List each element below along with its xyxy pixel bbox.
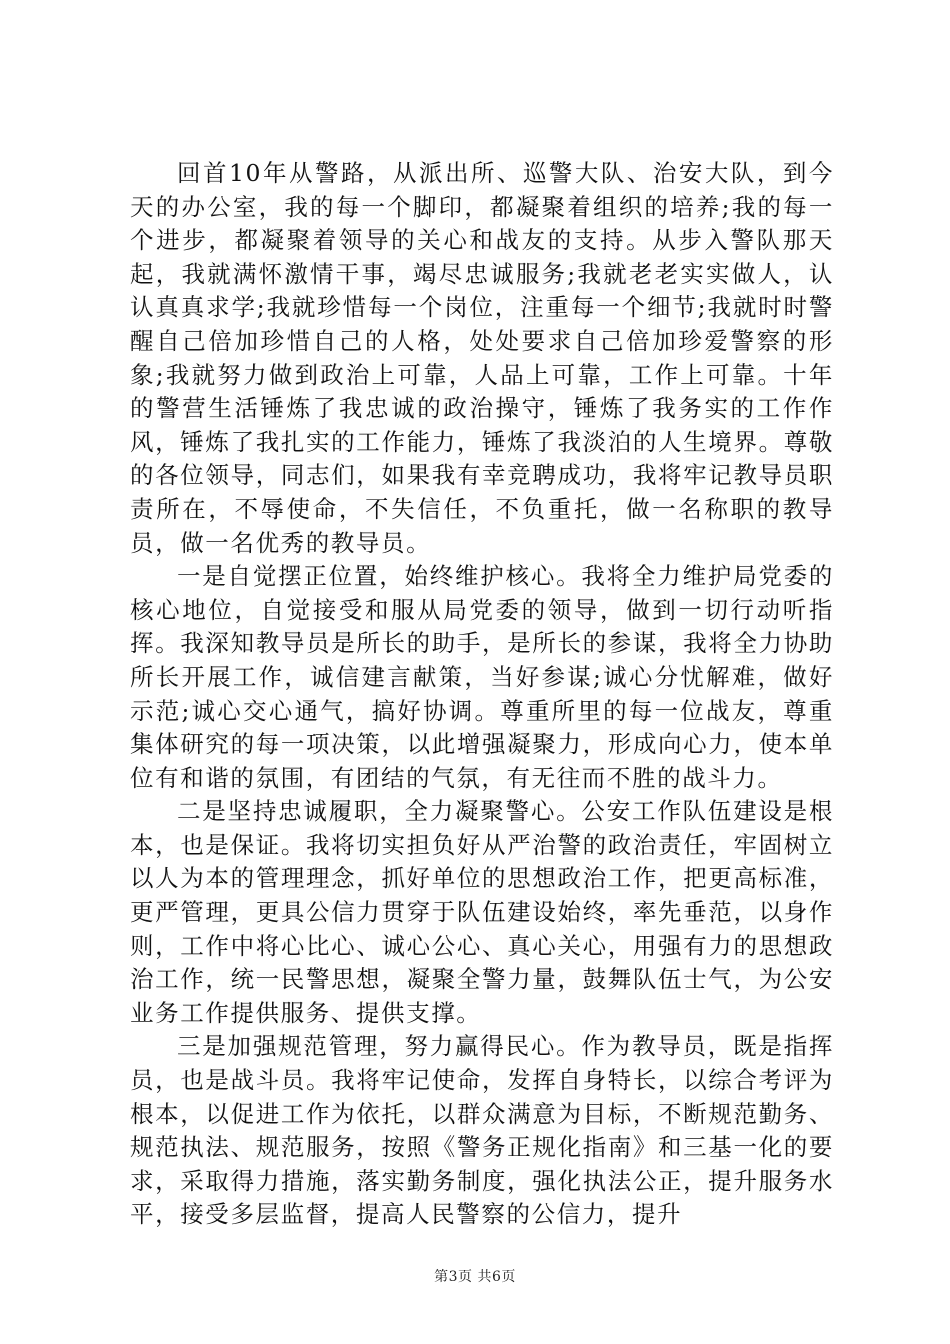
paragraph-management: 三是加强规范管理，努力赢得民心。作为教导员，既是指挥员，也是战斗员。我将牢记使命，发挥自身特长，以综合考评为根本，以促进工作为依托，以群众满意为目标，不断规范勤务、规范执法、规范服务，按照《警务正规化指南》和三基一化的要求，采取得力措施，落实勤务制度，强化执法公正，提升服务水平，接受多层监督，提高人民警察的公信力，提升 bbox=[130, 1032, 834, 1229]
paragraph-loyalty: 二是坚持忠诚履职，全力凝聚警心。公安工作队伍建设是根本，也是保证。我将切实担负好从严治警的政治责任，牢固树立以人为本的管理理念，抓好单位的思想政治工作，把更高标准，更严管理，更具公信力贯穿于队伍建设始终，率先垂范，以身作则，工作中将心比心、诚心公心、真心关心，用强有力的思想政治工作，统一民警思想，凝聚全警力量，鼓舞队伍士气，为公安业务工作提供服务、提供支撑。 bbox=[130, 797, 834, 1027]
paragraph-career-review: 回首10年从警路，从派出所、巡警大队、治安大队，到今天的办公室，我的每一个脚印，都凝聚着组织的培养;我的每一个进步，都凝聚着领导的关心和战友的支持。从步入警队那天起，我就满怀激情干事，竭尽忠诚服务;我就老老实实做人，认认真真求学;我就珍惜每一个岗位，注重每一个细节;我就时时警醒自己倍加珍惜自己的人格，处处要求自己倍加珍爱警察的形象;我就努力做到政治上可靠，人品上可靠，工作上可靠。十年的警营生活锤炼了我忠诚的政治操守，锤炼了我务实的工作作风，锤炼了我扎实的工作能力，锤炼了我淡泊的人生境界。尊敬的各位领导，同志们，如果我有幸竞聘成功，我将牢记教导员职责所在，不辱使命，不失信任，不负重托，做一名称职的教导员，做一名优秀的教导员。 bbox=[130, 159, 834, 557]
paragraph-position: 一是自觉摆正位置，始终维护核心。我将全力维护局党委的核心地位，自觉接受和服从局党委的领导，做到一切行动听指挥。我深知教导员是所长的助手，是所长的参谋，我将全力协助所长开展工作，诚信建言献策，当好参谋;诚心分忧解难，做好示范;诚心交心通气，搞好协调。尊重所里的每一位战友，尊重集体研究的每一项决策，以此增强凝聚力，形成向心力，使本单位有和谐的氛围，有团结的气氛，有无往而不胜的战斗力。 bbox=[130, 562, 834, 792]
page-footer: 第3页 共6页 bbox=[434, 1269, 516, 1285]
document-body bbox=[130, 157, 834, 1232]
